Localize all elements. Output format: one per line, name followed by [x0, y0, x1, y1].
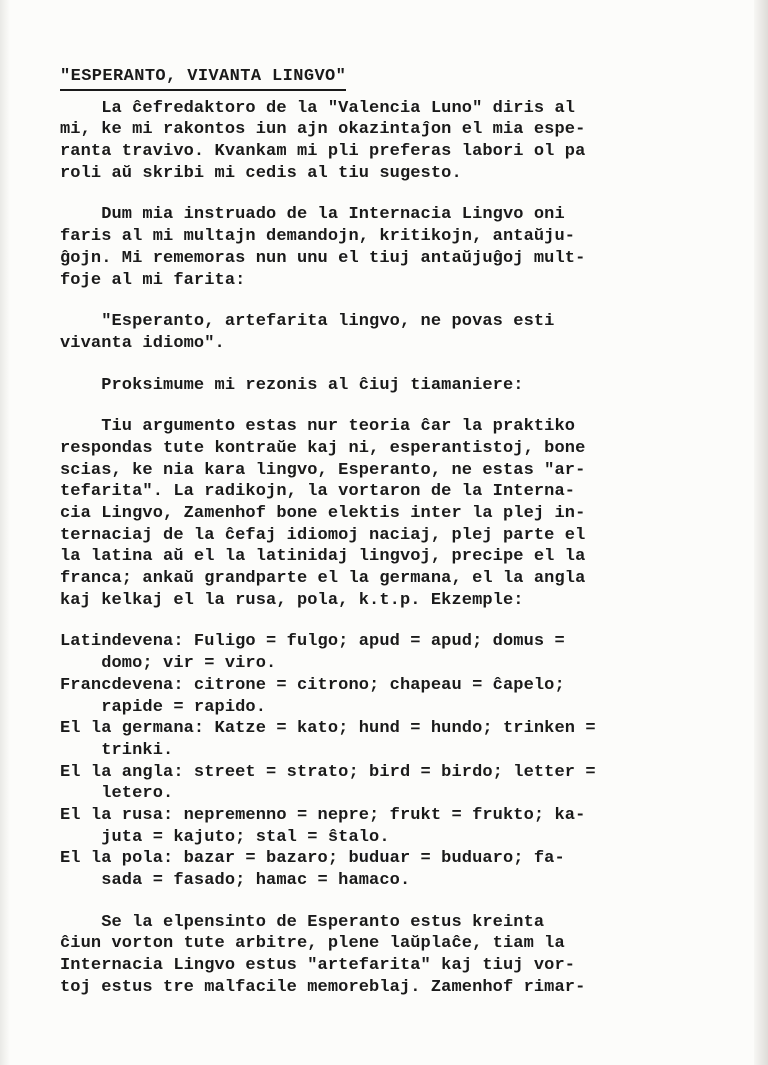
example-line: Francdevena: citrone = citrono; chapeau = ĉapelo;: [60, 675, 565, 695]
text-line: ranta travivo. Kvankam mi pli preferas labori ol pa: [60, 142, 586, 162]
text-line: foje al mi farita:: [60, 270, 246, 290]
page-right-edge: [754, 0, 768, 1065]
example-line: sada = fasado; hamac = hamaco.: [60, 871, 411, 890]
example-line: Latindevena: Fuligo = fulgo; apud = apud; domus =: [60, 632, 565, 652]
spacer: [60, 611, 740, 631]
text-line: franca; ankaŭ grandparte el la germana, el la angla: [60, 569, 586, 589]
example-line: El la rusa: nepremenno = nepre; frukt = frukto; ka-: [60, 805, 586, 825]
page-left-edge: [0, 0, 10, 1065]
example-line: El la pola: bazar = bazaro; buduar = buduaro; fa-: [60, 849, 565, 869]
spacer: [60, 892, 740, 912]
text-line: Proksimume mi rezonis al ĉiuj tiamaniere:: [60, 375, 524, 395]
paragraph-3: [60, 311, 740, 354]
text-line: respondas tute kontraŭe kaj ni, esperantistoj, bone: [60, 438, 586, 458]
example-line: rapide = rapido.: [60, 697, 267, 717]
example-line: El la angla: street = strato; bird = birdo; letter =: [60, 762, 596, 782]
text-line: Tiu argumento estas nur teoria ĉar la praktiko: [60, 417, 576, 437]
spacer: [60, 291, 740, 311]
text-line: roli aŭ skribi mi cedis al tiu sugesto.: [60, 163, 462, 183]
text-line: scias, ke nia kara lingvo, Esperanto, ne estas "ar-: [60, 460, 586, 480]
paragraph-1: [60, 98, 740, 185]
example-line: juta = kajuto; stal = ŝtalo.: [60, 827, 390, 847]
example-line: domo; vir = viro.: [60, 654, 277, 674]
text-line: ĝojn. Mi rememoras nun unu el tiuj antaŭjuĝoj mult-: [60, 248, 586, 268]
document-title: "ESPERANTO, VIVANTA LINGVO": [60, 66, 346, 91]
spacer: [60, 396, 740, 416]
spacer: [60, 184, 740, 204]
example-line: trinki.: [60, 740, 174, 760]
spacer: [60, 355, 740, 375]
paragraph-5: [60, 416, 740, 611]
text-line: "Esperanto, artefarita lingvo, ne povas esti: [60, 312, 555, 332]
text-line: vivanta idiomo".: [60, 333, 225, 353]
paragraph-4: [60, 375, 740, 397]
text-line: mi, ke mi rakontos iun ajn okazintaĵon el mia espe-: [60, 120, 586, 140]
paragraph-2: [60, 204, 740, 291]
document-body: [60, 66, 740, 998]
title-line: [60, 66, 740, 88]
text-line: kaj kelkaj el la rusa, pola, k.t.p. Ekzemple:: [60, 590, 524, 610]
example-line: letero.: [60, 784, 174, 804]
text-line: faris al mi multajn demandojn, kritikojn, antaŭju-: [60, 227, 576, 247]
example-line: El la germana: Katze = kato; hund = hundo; trinken =: [60, 719, 596, 739]
text-line: la latina aŭ el la latinidaj lingvoj, precipe el la: [60, 547, 586, 567]
text-line: tefarita". La radikojn, la vortaron de la Interna-: [60, 482, 576, 502]
text-line: Se la elpensinto de Esperanto estus kreinta: [60, 912, 545, 932]
text-line: Dum mia instruado de la Internacia Lingvo oni: [60, 205, 565, 225]
paragraph-6: [60, 912, 740, 999]
examples-list: [60, 631, 740, 891]
text-line: toj estus tre malfacile memoreblaj. Zamenhof rimar-: [60, 977, 586, 997]
text-line: Internacia Lingvo estus "artefarita" kaj tiuj vor-: [60, 956, 576, 976]
text-line: ternaciaj de la ĉefaj idiomoj naciaj, plej parte el: [60, 525, 586, 545]
text-line: cia Lingvo, Zamenhof bone elektis inter la plej in-: [60, 504, 586, 523]
text-line: La ĉefredaktoro de la "Valencia Luno" diris al: [60, 98, 576, 118]
text-line: ĉiun vorton tute arbitre, plene laŭplaĉe, tiam la: [60, 934, 565, 954]
